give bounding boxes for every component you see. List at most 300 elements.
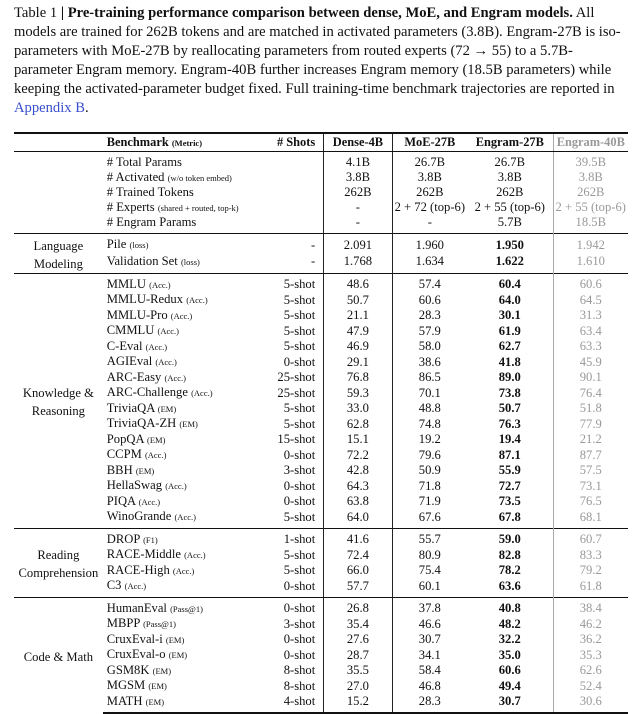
benchmark-label: PopQA [106,431,144,446]
dense-4b-value: 62.8 [324,416,392,432]
engram-40b-value: 45.9 [553,354,628,370]
dense-4b-value: 59.3 [324,385,392,401]
benchmark-name [103,308,256,324]
dense-4b-value: 66.0 [324,563,392,579]
results-table-wrapper [14,132,628,714]
metric-label: (Acc.) [138,496,161,507]
metric-label: (Acc.) [155,357,177,367]
engram-27b-value: 60.4 [467,273,553,292]
engram-40b-value: 73.1 [553,478,628,494]
metric-label: (Acc.) [191,388,213,398]
benchmark-label: MGSM [106,678,146,692]
shots-cell: 5-shot [283,563,316,577]
dense-4b-value: 42.8 [324,463,392,479]
dense-4b-value: - [324,200,392,216]
benchmark-name [103,323,256,339]
metric-label: (EM) [147,434,166,445]
moe-27b-value: 74.8 [392,416,467,432]
benchmark-label: C-Eval [106,338,143,353]
benchmark-name [103,616,256,632]
benchmark-name [103,273,256,292]
param-row [14,200,628,216]
benchmark-name [103,416,256,432]
table-row [14,563,628,579]
table-row [14,273,628,292]
col-engram-40b: Engram-40B [553,133,628,152]
engram-27b-value: 89.0 [498,370,521,384]
metric-label: (loss) [129,240,149,250]
engram-27b-value: 76.3 [498,416,521,431]
engram-27b-value: 1.622 [495,254,524,268]
moe-27b-value: 26.7B [392,152,467,170]
engram-40b-value: 90.1 [553,370,628,386]
metric-label: (EM) [145,696,165,707]
engram-40b-value: 76.4 [553,385,628,401]
moe-27b-value: 48.8 [392,401,467,417]
moe-27b-value: 70.1 [392,385,467,401]
moe-27b-value: 30.7 [392,632,467,648]
table-row [14,308,628,324]
benchmark-name [103,292,256,308]
benchmark-name [103,354,256,370]
engram-27b-value: 5.7B [497,215,522,229]
benchmark-label: GSM8K [106,662,150,677]
benchmark-name [103,339,256,355]
param-label: # Activated [106,169,165,184]
benchmark-label: AGIEval [106,354,153,368]
shots-cell: 25-shot [277,370,316,384]
benchmark-name [103,401,256,417]
benchmark-label: Validation Set [106,253,178,268]
shots-cell [256,215,324,233]
shots-cell [256,185,324,200]
engram-27b-value: 78.2 [498,563,521,577]
benchmark-label: CCPM [106,447,142,461]
param-row [14,185,628,200]
shots-cell: 8-shot [283,663,316,677]
engram-40b-value: 64.5 [553,292,628,308]
engram-40b-value: 68.1 [553,509,628,528]
table-row [14,323,628,339]
table-row [14,694,628,714]
engram-27b-value: 50.7 [498,401,521,415]
dense-4b-value: 4.1B [324,152,392,170]
moe-27b-value: 37.8 [392,597,467,616]
metric-label: (Acc.) [184,550,206,560]
moe-27b-value: 28.3 [392,308,467,324]
engram-40b-value: 63.3 [553,339,628,355]
benchmark-label: RACE-High [106,562,170,577]
shots-cell: 5-shot [283,416,316,431]
dense-4b-value: 21.1 [324,308,392,324]
moe-27b-value: 46.8 [392,678,467,694]
engram-40b-value: 60.7 [553,528,628,547]
table-row [14,463,628,479]
dense-4b-value: 64.0 [324,509,392,528]
benchmark-label: MMLU-Pro [106,307,168,322]
engram-27b-value: 62.7 [498,339,521,353]
param-sub: (shared + routed, top-k) [157,202,239,213]
engram-40b-value: 262B [553,185,628,200]
benchmark-name [103,632,256,648]
param-row [14,152,628,170]
category-label: Code & Math [14,597,103,713]
shots-cell: 0-shot [283,447,316,462]
shots-header: # Shots [256,133,324,152]
engram-27b-value: 19.4 [498,432,521,446]
metric-label: (Acc.) [149,279,171,290]
benchmark-label: DROP [106,531,140,546]
moe-27b-value: 262B [392,185,467,200]
table-header-row [14,133,628,152]
moe-27b-value: 28.3 [392,694,467,714]
moe-27b-value: 57.9 [392,323,467,339]
param-label: # Experts [106,199,155,214]
benchmark-name [103,647,256,663]
engram-27b-value: 73.5 [498,494,521,508]
shots-cell: 5-shot [283,339,316,353]
moe-27b-value: 1.634 [392,253,467,273]
dense-4b-value: 33.0 [324,401,392,417]
metric-label: (EM) [148,681,167,691]
table-row [14,632,628,648]
dense-4b-value: 63.8 [324,494,392,510]
metric-label: (EM) [135,465,155,476]
benchmark-label: MMLU-Redux [106,292,184,306]
col-moe-27b: MoE-27B [392,133,467,152]
benchmark-name [103,547,256,563]
category-label: Knowledge & Reasoning [14,273,103,528]
param-name [103,152,256,170]
engram-40b-value: 1.942 [553,233,628,253]
engram-40b-value: 52.4 [553,678,628,694]
shots-cell: 0-shot [283,647,316,662]
engram-40b-value: 21.2 [553,432,628,448]
moe-27b-value: 3.8B [392,170,467,186]
dense-4b-value: 47.9 [324,323,392,339]
category-cell [14,200,103,216]
shots-cell [256,152,324,170]
moe-27b-value: 75.4 [392,563,467,579]
param-label: # Trained Tokens [106,185,194,199]
engram-27b-value: 49.4 [498,678,521,693]
engram-27b-value: 262B [496,185,524,199]
engram-40b-value: 87.7 [553,447,628,463]
benchmark-name [103,463,256,479]
category-label: Language Modeling [14,233,103,273]
table-row [14,370,628,386]
dense-4b-value: 35.4 [324,616,392,632]
metric-label: (Acc.) [170,310,193,321]
table-row [14,597,628,616]
shots-cell: 25-shot [277,385,316,400]
dense-4b-value: 26.8 [324,597,392,616]
shots-cell: 0-shot [283,478,316,493]
benchmark-label: MMLU [106,276,146,291]
shots-cell: 1-shot [256,528,324,547]
engram-27b-value: 3.8B [497,170,522,184]
caption-title: Pre-training performance comparison between dense, MoE, and Engram models. [67,5,573,21]
moe-27b-value: 46.6 [392,616,467,632]
category-label: Reading Comprehension [14,528,103,597]
metric-label: (EM) [152,665,172,676]
dense-4b-value: 15.1 [324,432,392,448]
shots-cell: 5-shot [283,401,316,415]
dense-4b-value: 72.4 [324,547,392,563]
engram-27b-value: 55.9 [498,463,521,477]
benchmark-name [103,370,256,386]
table-row [14,447,628,463]
engram-27b-value: 2 + 55 (top-6) [474,200,545,214]
col-engram-27b: Engram-27B [467,133,553,152]
benchmark-label: CruxEval-o [106,647,166,661]
engram-27b-value: 87.1 [498,447,521,462]
table-row [14,292,628,308]
param-name [103,185,256,200]
benchmark-name [103,447,256,463]
shots-cell: 8-shot [283,678,316,693]
benchmark-label: WinoGrande [106,509,172,523]
table-row [14,339,628,355]
moe-27b-value: 55.7 [392,528,467,547]
shots-cell [256,200,324,216]
table-row [14,509,628,528]
metric-label: (Acc.) [157,326,179,336]
engram-27b-value: 41.8 [498,354,521,369]
dense-4b-value: 57.7 [324,578,392,597]
benchmark-name [103,385,256,401]
benchmark-label: ARC-Challenge [106,385,188,399]
benchmark-label: HellaSwag [106,478,163,492]
category-cell [14,215,103,233]
benchmark-label: RACE-Middle [106,547,181,561]
moe-27b-value: 58.4 [392,663,467,679]
metric-label: (Acc.) [186,295,208,305]
metric-label: (Acc.) [172,565,195,576]
table-row [14,385,628,401]
engram-40b-value: 31.3 [553,308,628,324]
benchmark-label: TriviaQA-ZH [106,416,177,430]
engram-40b-value: 39.5B [553,152,628,170]
engram-27b-value: 48.2 [498,616,521,631]
benchmark-name [103,494,256,510]
moe-27b-value: 60.6 [392,292,467,308]
param-label: # Engram Params [106,215,197,229]
table-row [14,233,628,253]
caption-label: Table 1 [14,5,58,21]
engram-40b-value: 3.8B [553,170,628,186]
benchmark-label: CruxEval-i [106,631,163,646]
benchmark-label: CMMLU [106,323,155,337]
moe-27b-value: 38.6 [392,354,467,370]
table-body [14,152,628,714]
category-cell [14,170,103,186]
engram-27b-value: 40.8 [467,597,553,616]
benchmark-label: HumanEval [106,600,167,615]
appendix-link[interactable]: Appendix B [14,100,85,116]
param-name [103,200,256,216]
engram-40b-value: 1.610 [553,253,628,273]
engram-27b-value: 82.8 [498,547,521,562]
engram-27b-value: 1.950 [467,233,553,253]
metric-label: (loss) [180,256,200,267]
shots-cell: 0-shot [283,494,316,508]
param-name [103,170,256,186]
table-row [14,616,628,632]
table-row [14,663,628,679]
dense-4b-value: 1.768 [324,253,392,273]
metric-label: (Acc.) [174,512,196,522]
engram-40b-value: 46.2 [553,616,628,632]
metric-label: (EM) [157,403,177,414]
table-row [14,253,628,273]
shots-cell: 5-shot [283,509,316,524]
engram-27b-value: 64.0 [498,292,521,307]
engram-27b-value: 32.2 [498,632,521,646]
shots-cell: 4-shot [256,694,324,714]
engram-40b-value: 60.6 [553,273,628,292]
caption-body: All models are trained for 262B tokens and are matched in activated parameters (3.8B). Engram-27B is iso-parameters with MoE-27B by reallocating parameters from routed experts (72 → 55) to a 5.7B-parameter Engram memory. Engram-40B further increases Engram memory (18.5B parameters) while keeping the activated-parameter budget fixed. Full training-time benchmark trajectories are reported in [14,5,621,97]
moe-27b-value: 79.6 [392,447,467,463]
metric-label: (EM) [165,634,185,645]
benchmark-name [103,478,256,494]
metric-label: (EM) [168,650,188,660]
dense-4b-value: 46.9 [324,339,392,355]
moe-27b-value: 57.4 [392,273,467,292]
benchmark-label: MATH [106,693,143,708]
table-row [14,494,628,510]
engram-27b-value: 30.1 [498,308,521,322]
moe-27b-value: 2 + 72 (top-6) [392,200,467,216]
dense-4b-value: 28.7 [324,647,392,663]
moe-27b-value: 60.1 [392,578,467,597]
engram-40b-value: 62.6 [553,663,628,679]
shots-cell: 5-shot [283,308,316,322]
engram-27b-value: 60.6 [498,663,521,677]
dense-4b-value: 48.6 [324,273,392,292]
benchmark-label: BBH [106,462,133,477]
benchmark-name [103,597,256,616]
engram-40b-value: 18.5B [553,215,628,233]
moe-27b-value: 19.2 [392,432,467,448]
param-name [103,215,256,233]
benchmark-header: Benchmark (Metric) [103,133,256,152]
engram-40b-value: 57.5 [553,463,628,479]
param-row [14,170,628,186]
metric-label: (Acc.) [164,372,186,383]
moe-27b-value: 50.9 [392,463,467,479]
metric-label: (Acc.) [124,581,147,591]
dense-4b-value: - [324,215,392,233]
dense-4b-value: 3.8B [324,170,392,186]
table-row [14,416,628,432]
moe-27b-value: 71.9 [392,494,467,510]
moe-27b-value: 71.8 [392,478,467,494]
table-row [14,678,628,694]
shots-cell [256,170,324,186]
dense-4b-value: 76.8 [324,370,392,386]
table-caption: Table 1 | Pre-training performance comparison between dense, MoE, and Engram models. All models are trained for 262B tokens and are matched in activated parameters (3.8B). Engram-27B is iso-parameters with MoE-27B by reallocating parameters from routed experts (72 → 55) to a 5.7B-parameter Engram memory. Engram-40B further increases Engram memory (18.5B parameters) while keeping the activated-parameter budget fixed. Full training-time benchmark trajectories are reported in Appendix B. [14,5,621,116]
benchmark-label: PIQA [106,493,136,508]
benchmark-label: MBPP [106,616,140,630]
table-row [14,478,628,494]
benchmark-label: ARC-Easy [106,369,162,384]
dense-4b-value: 27.0 [324,678,392,694]
engram-27b-value: 61.9 [498,323,521,338]
benchmark-name [103,663,256,679]
benchmark-name [103,678,256,694]
dense-4b-value: 64.3 [324,478,392,494]
shots-cell: 15-shot [277,432,316,446]
engram-27b-value: 73.8 [498,385,521,400]
metric-label: (Pass@1) [143,619,176,629]
engram-27b-value: 67.8 [498,509,521,524]
table-row [14,647,628,663]
shots-cell: - [311,254,316,268]
shots-cell: - [256,233,324,253]
table-row [14,578,628,597]
engram-27b-value: 72.7 [498,478,521,493]
benchmark-name [103,563,256,579]
engram-27b-value: 59.0 [467,528,553,547]
table-row [14,528,628,547]
moe-27b-value: - [392,215,467,233]
shots-cell: 5-shot [283,323,316,338]
dense-4b-value: 72.2 [324,447,392,463]
engram-40b-value: 79.2 [553,563,628,579]
metric-label: (Acc.) [145,341,168,352]
engram-40b-value: 51.8 [553,401,628,417]
dense-4b-value: 41.6 [324,528,392,547]
dense-4b-value: 50.7 [324,292,392,308]
category-cell [14,185,103,200]
moe-27b-value: 1.960 [392,233,467,253]
moe-27b-value: 34.1 [392,647,467,663]
shots-cell: 3-shot [283,616,316,631]
engram-27b-value: 30.7 [467,694,553,714]
results-table [14,132,628,714]
benchmark-name [103,694,256,714]
benchmark-name [103,528,256,547]
benchmark-label: Pile [106,237,127,251]
param-row [14,215,628,233]
metric-label: (Acc.) [165,481,187,491]
dense-4b-value: 15.2 [324,694,392,714]
table-row [14,432,628,448]
shots-cell: 5-shot [283,547,316,562]
moe-27b-value: 80.9 [392,547,467,563]
shots-cell: 0-shot [283,354,316,369]
param-label: # Total Params [106,155,182,169]
moe-27b-value: 86.5 [392,370,467,386]
engram-40b-value: 38.4 [553,597,628,616]
table-row [14,547,628,563]
table-row [14,354,628,370]
dense-4b-value: 27.6 [324,632,392,648]
engram-27b-value: 63.6 [498,578,521,593]
benchmark-name [103,253,256,273]
shots-cell: 5-shot [256,273,324,292]
metric-label: (F1) [143,534,158,545]
engram-40b-value: 83.3 [553,547,628,563]
category-header [14,133,103,152]
engram-27b-value: 35.0 [498,647,521,662]
moe-27b-value: 58.0 [392,339,467,355]
benchmark-label: C3 [106,578,122,592]
category-cell [14,152,103,170]
engram-40b-value: 2 + 55 (top-6) [553,200,628,216]
col-dense-4b: Dense-4B [324,133,392,152]
